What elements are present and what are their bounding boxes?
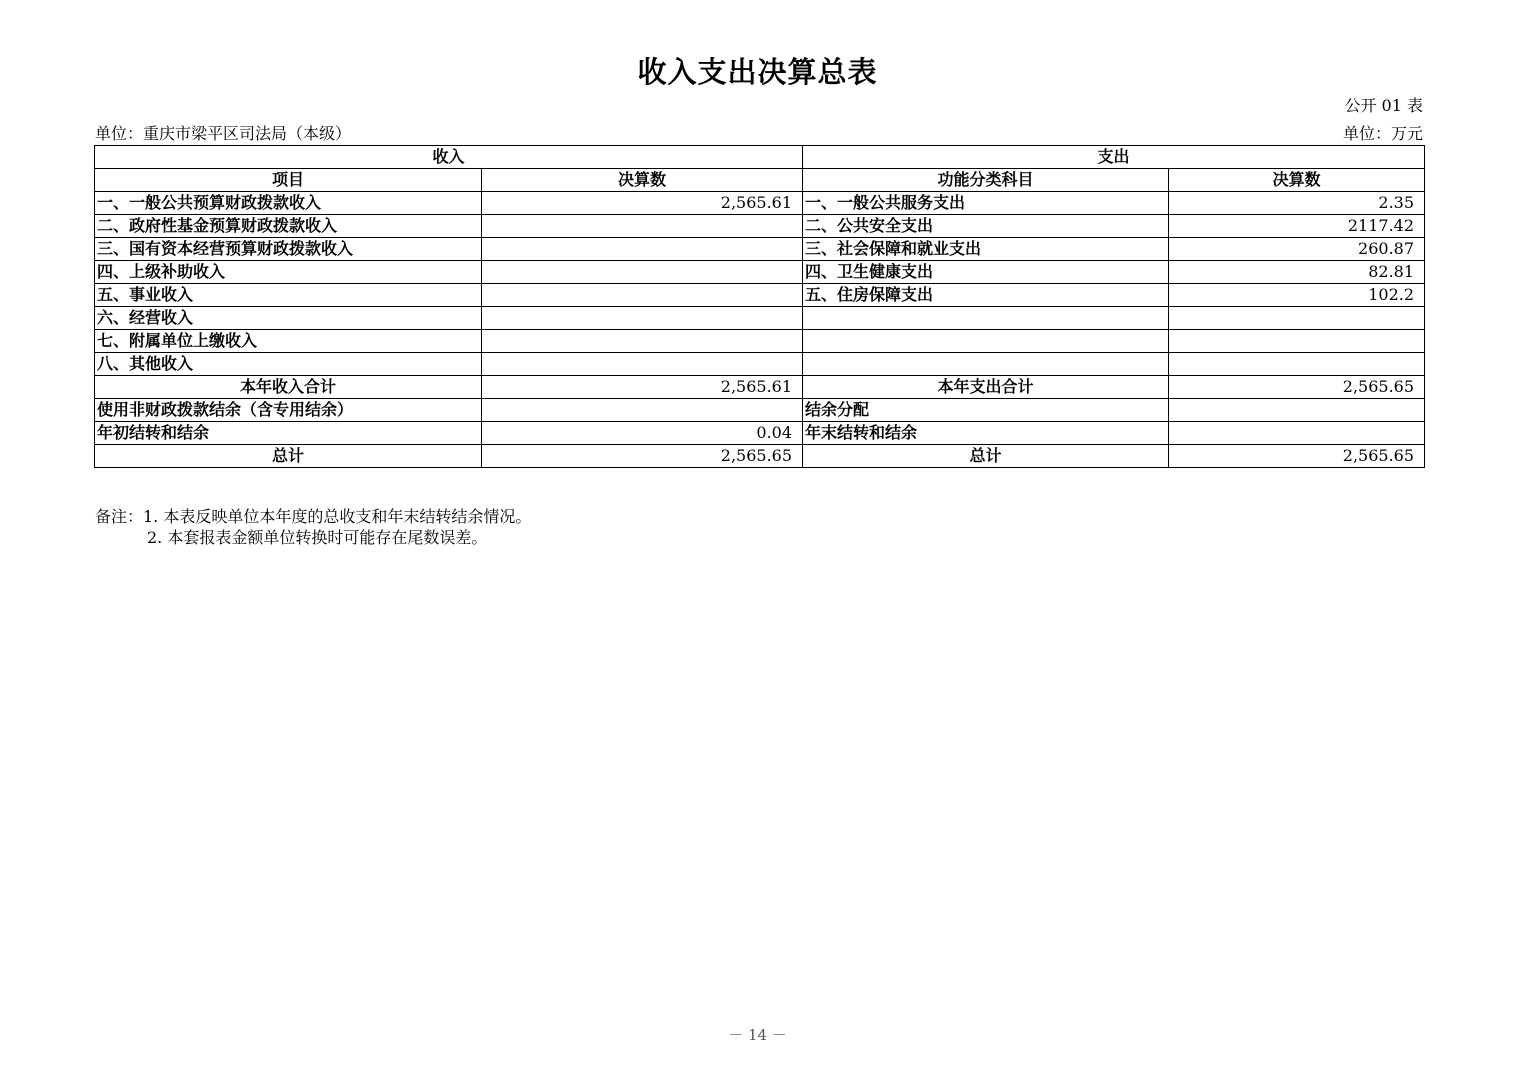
income-amount [482,307,803,330]
page-number: － 14 － [728,1026,787,1044]
carryover-row-income-label: 年初结转和结余 [95,422,482,445]
income-item: 一、一般公共预算财政拨款收入 [95,192,482,215]
income-item: 四、上级补助收入 [95,261,482,284]
grand-total-row-income-label: 总计 [95,445,482,468]
expense-item: 三、社会保障和就业支出 [803,238,1169,261]
year-total-row-expense-label: 本年支出合计 [803,376,1169,399]
income-amount [482,215,803,238]
expense-amount: 2.35 [1169,192,1425,215]
year-total-row-expense-amount: 2,565.65 [1169,376,1425,399]
table-row [95,238,1425,261]
income-item: 七、附属单位上缴收入 [95,330,482,353]
expense-amount: 2117.42 [1169,215,1425,238]
income-amount [482,261,803,284]
expense-amount [1169,307,1425,330]
column-header-item: 项目 [95,169,482,192]
income-amount [482,238,803,261]
table-row [95,307,1425,330]
budget-table [94,145,1425,468]
column-header-amount: 决算数 [482,169,803,192]
table-row [95,261,1425,284]
expense-item [803,307,1169,330]
non-fiscal-row-income-amount [482,399,803,422]
non-fiscal-row [95,399,1425,422]
expense-header: 支出 [803,146,1425,169]
non-fiscal-row-income-label: 使用非财政拨款结余（含专用结余） [95,399,482,422]
expense-amount: 82.81 [1169,261,1425,284]
column-header-function: 功能分类科目 [803,169,1169,192]
form-number: 公开 01 表 [1344,96,1423,115]
table-column-header-row [95,169,1425,192]
income-amount [482,284,803,307]
income-amount: 2,565.61 [482,192,803,215]
income-amount [482,353,803,376]
year-total-row-income-label: 本年收入合计 [95,376,482,399]
page-title: 收入支出决算总表 [637,55,878,89]
table-row [95,284,1425,307]
carryover-row [95,422,1425,445]
expense-item: 二、公共安全支出 [803,215,1169,238]
carryover-row-income-amount: 0.04 [482,422,803,445]
table-section-header-row [95,146,1425,169]
expense-amount [1169,330,1425,353]
expense-amount: 260.87 [1169,238,1425,261]
carryover-row-expense-label: 年末结转和结余 [803,422,1169,445]
note-line-1: 备注：1. 本表反映单位本年度的总收支和年末结转结余情况。 [95,507,532,526]
expense-item [803,353,1169,376]
non-fiscal-row-expense-amount [1169,399,1425,422]
table-row [95,330,1425,353]
note-line-2: 2. 本套报表金额单位转换时可能存在尾数误差。 [147,528,488,547]
table-row [95,215,1425,238]
year-total-row-income-amount: 2,565.61 [482,376,803,399]
income-item: 六、经营收入 [95,307,482,330]
income-amount [482,330,803,353]
table-row [95,192,1425,215]
expense-item: 四、卫生健康支出 [803,261,1169,284]
income-item: 二、政府性基金预算财政拨款收入 [95,215,482,238]
grand-total-row-expense-label: 总计 [803,445,1169,468]
income-item: 三、国有资本经营预算财政拨款收入 [95,238,482,261]
grand-total-row-expense-amount: 2,565.65 [1169,445,1425,468]
expense-amount: 102.2 [1169,284,1425,307]
income-item: 五、事业收入 [95,284,482,307]
income-item: 八、其他收入 [95,353,482,376]
notes [95,506,531,548]
expense-amount [1169,353,1425,376]
expense-item: 一、一般公共服务支出 [803,192,1169,215]
income-header: 收入 [95,146,803,169]
column-header-amount-expense: 决算数 [1169,169,1425,192]
currency-unit: 单位：万元 [1342,124,1423,143]
expense-item [803,330,1169,353]
expense-item: 五、住房保障支出 [803,284,1169,307]
table-row [95,353,1425,376]
carryover-row-expense-amount [1169,422,1425,445]
non-fiscal-row-expense-label: 结余分配 [803,399,1169,422]
unit-name: 单位：重庆市梁平区司法局（本级） [95,124,352,143]
year-total-row [95,376,1425,399]
grand-total-row [95,445,1425,468]
grand-total-row-income-amount: 2,565.65 [482,445,803,468]
